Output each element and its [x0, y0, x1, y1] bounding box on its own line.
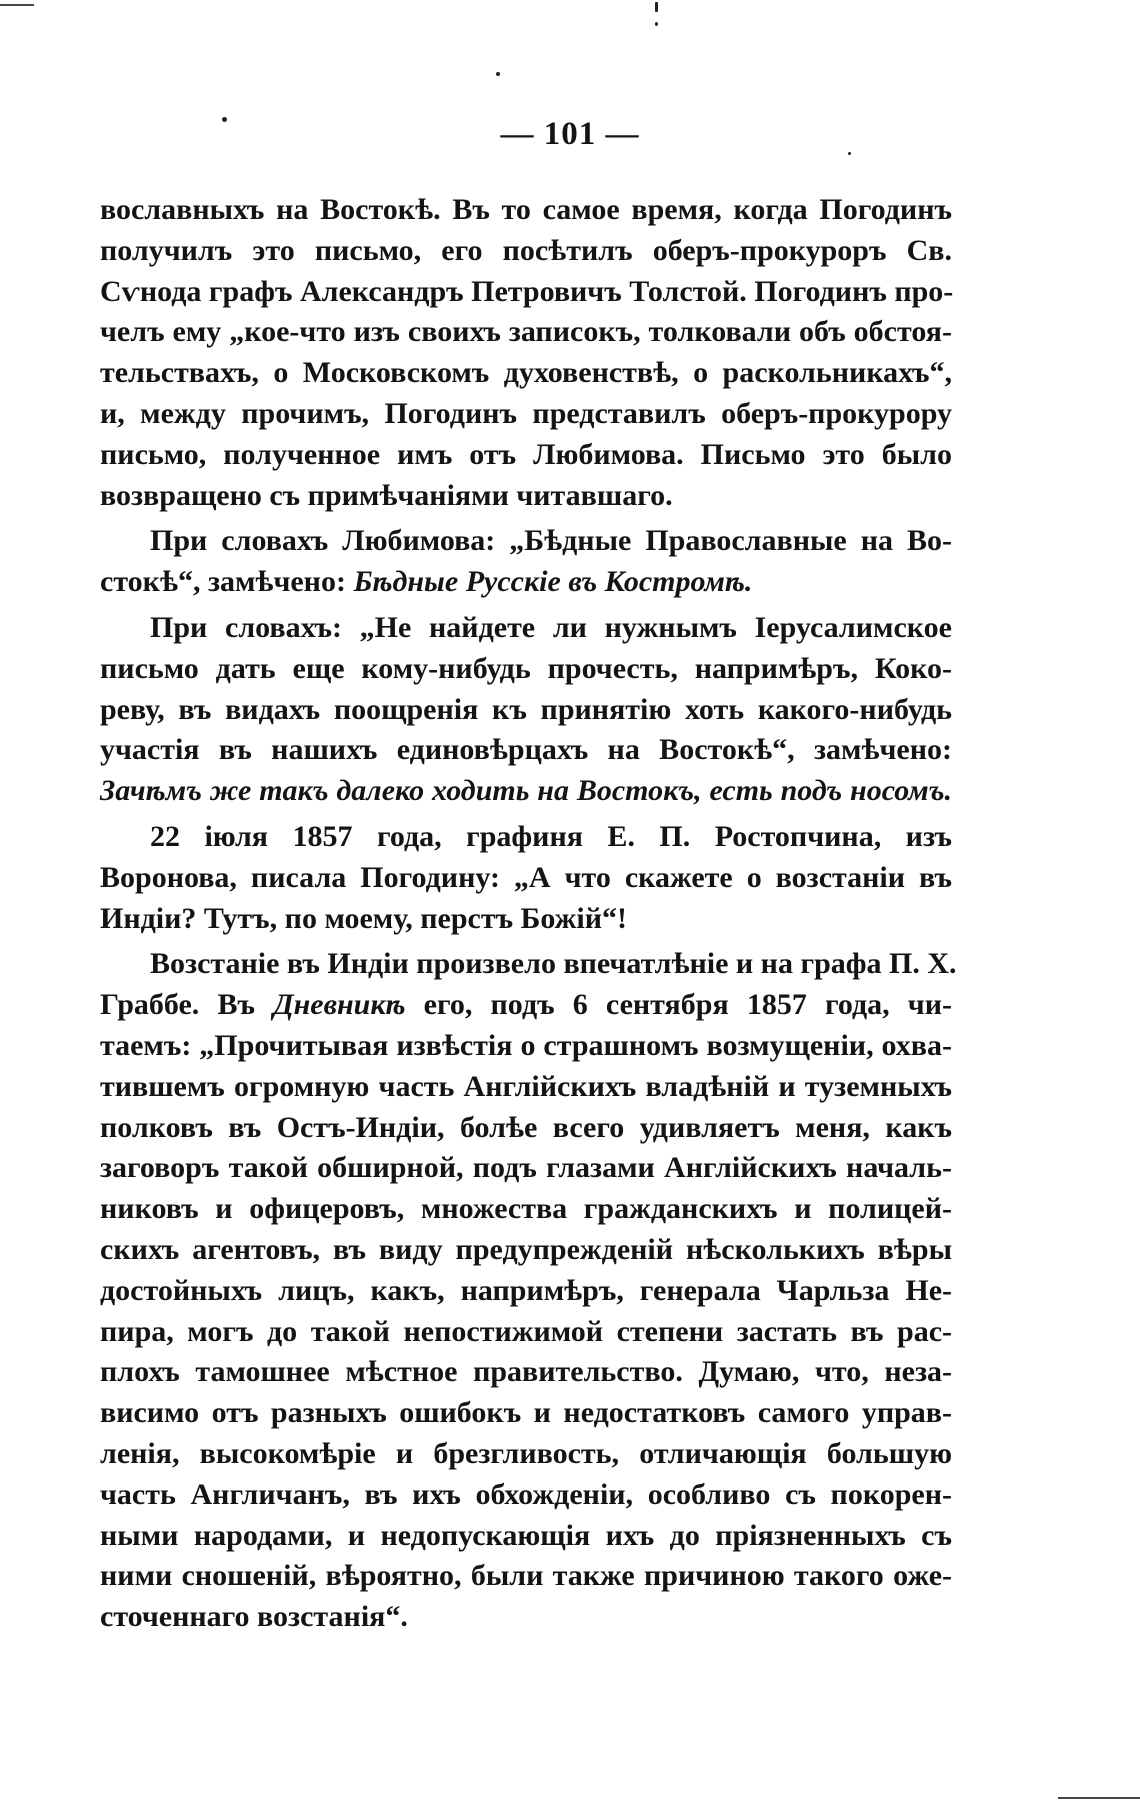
text-line: ленія, высокомѣріе и брезгливость, отличающія большую — [100, 1436, 952, 1470]
text-line: тельствахъ, о Московскомъ духовенствѣ, о раскольникахъ“, — [100, 356, 952, 390]
page-text — [100, 190, 957, 1643]
text-line: получилъ это письмо, его посѣтилъ оберъ-прокуроръ Св. — [100, 233, 952, 267]
text-line: вославныхъ на Востокѣ. Въ то самое время, когда Погодинъ — [100, 193, 952, 226]
text-line: 22 іюля 1857 года, графиня Е. П. Ростопчина, изъ — [150, 819, 952, 853]
text-line: тившемъ огромную часть Англійскихъ владѣній и туземныхъ — [100, 1069, 952, 1103]
italic-annotation: Зачѣмъ же такъ далеко ходить на Востокъ, есть подъ носомъ. — [100, 774, 952, 808]
scan-speck — [655, 2, 658, 12]
paragraph — [100, 608, 952, 812]
text-line: достойныхъ лицъ, какъ, напримѣръ, генерала Чарльза Не- — [100, 1273, 952, 1307]
text-line — [100, 562, 952, 603]
text-line: При словахъ Любимова: „Бѣдные Православные на Во- — [150, 524, 952, 558]
text-line: При словахъ: „Не найдете ли нужнымъ Іерусалимское — [150, 610, 952, 644]
text-line — [100, 985, 952, 1026]
scan-speck — [655, 22, 658, 26]
paragraph — [100, 521, 952, 603]
text-line: письмо, полученное имъ отъ Любимова. Письмо это было — [100, 437, 952, 471]
text-line: сточеннаго возстанія“. — [100, 1600, 408, 1634]
text-line: заговоръ такой обширной, подъ глазами Англійскихъ началь- — [100, 1151, 952, 1185]
text-line: висимо отъ разныхъ ошибокъ и недостатковъ самого управ- — [100, 1396, 952, 1430]
text-line: ними сношеній, вѣроятно, были также причиною такого оже- — [100, 1559, 952, 1593]
text-segment: Граббе. Въ — [100, 988, 274, 1022]
text-line: возвращено съ примѣчаніями читавшаго. — [100, 478, 673, 512]
paragraph — [100, 944, 957, 1638]
text-line: плохъ тамошнее мѣстное правительство. Думаю, что, неза- — [100, 1355, 952, 1389]
text-line: Сѵнода графъ Александръ Петровичъ Толстой. Погодинъ про- — [100, 274, 954, 308]
text-line: Индіи? Тутъ, по моему, перстъ Божій“! — [100, 901, 628, 935]
text-line: скихъ агентовъ, въ виду предупрежденій нѣсколькихъ вѣры — [100, 1232, 952, 1266]
paragraph — [100, 190, 952, 516]
text-line: полковъ въ Остъ-Индіи, болѣе всего удивляетъ меня, какъ — [100, 1110, 952, 1144]
text-line: челъ ему „кое-что изъ своихъ записокъ, толковали объ обстоя- — [100, 315, 952, 349]
text-line: Воронова, писала Погодину: „А что скажете о возстаніи въ — [100, 860, 952, 894]
text-line: Возстаніе въ Индіи произвело впечатлѣніе и на графа П. Х. — [150, 947, 957, 981]
text-line: таемъ: „Прочитывая извѣстія о страшномъ возмущеніи, охва- — [100, 1028, 952, 1062]
text-line: участія въ нашихъ единовѣрцахъ на Востокѣ“, замѣчено: — [100, 733, 952, 767]
text-line: реву, въ видахъ поощренія къ принятію хоть какого-нибудь — [100, 692, 952, 726]
text-line: и, между прочимъ, Погодинъ представилъ оберъ-прокурору — [100, 396, 952, 430]
text-line: письмо дать еще кому-нибудь прочесть, напримѣръ, Коко- — [100, 651, 952, 685]
text-segment: стокѣ“, замѣчено: — [100, 565, 354, 599]
scan-speck — [496, 72, 500, 76]
italic-title: Дневникѣ — [273, 988, 406, 1022]
italic-annotation: Бѣдные Русскіе въ Костромѣ. — [353, 565, 753, 599]
text-line: пира, могъ до такой непостижимой степени застать въ рас- — [100, 1314, 952, 1348]
text-line: ными народами, и недопускающія ихъ до пріязненныхъ съ — [100, 1518, 952, 1552]
text-segment: его, подъ 6 сентября 1857 года, чи- — [405, 988, 952, 1022]
text-line: никовъ и офицеровъ, множества гражданскихъ и полицей- — [100, 1192, 952, 1226]
paragraph — [100, 817, 952, 939]
page-number: — 101 — — [500, 116, 640, 152]
scan-edge-mark — [1058, 1797, 1140, 1799]
text-line: часть Англичанъ, въ ихъ обхожденіи, особливо съ покорен- — [100, 1477, 952, 1511]
scan-edge-mark — [0, 4, 34, 6]
